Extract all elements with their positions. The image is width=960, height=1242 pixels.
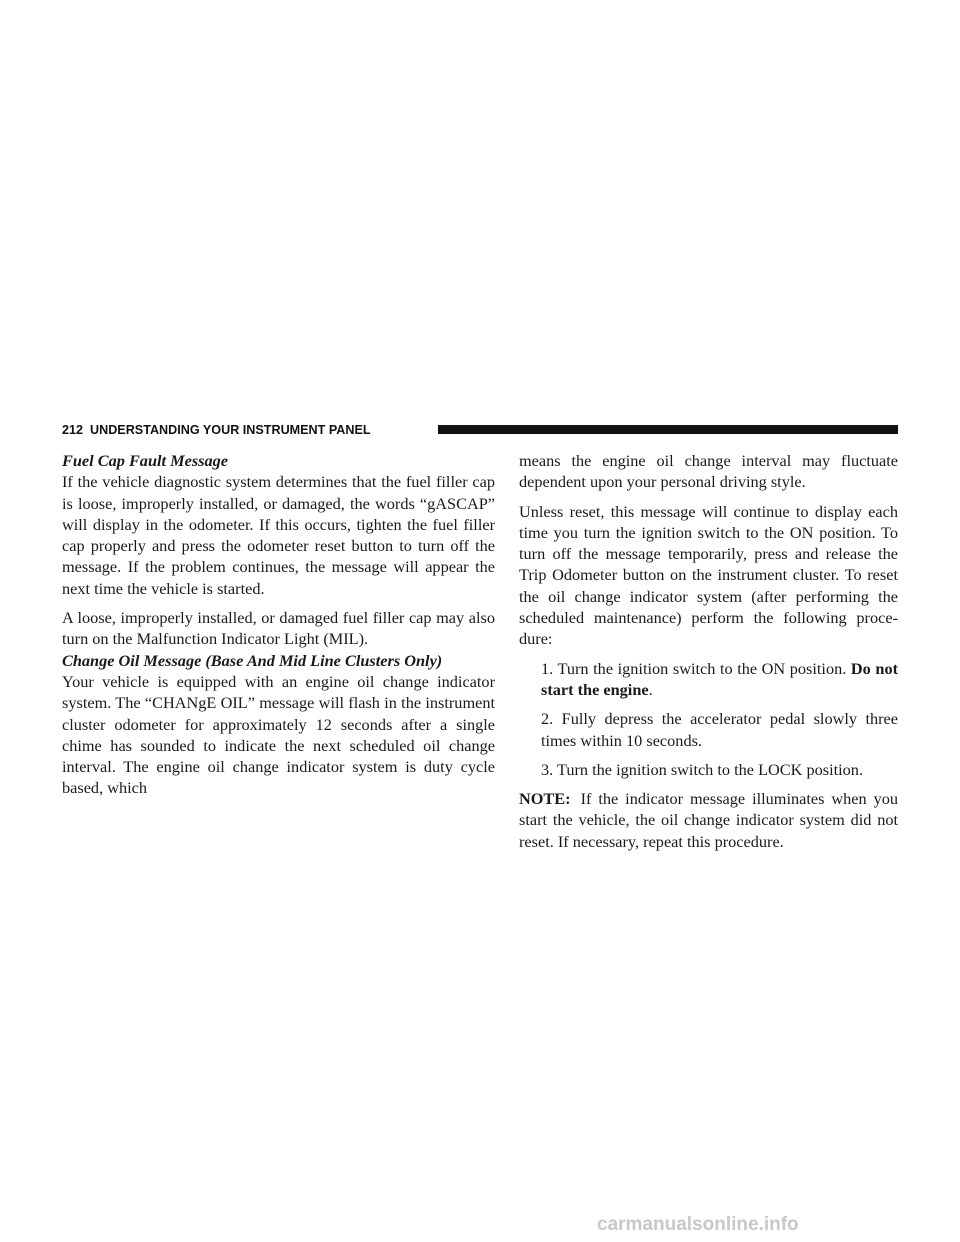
page-number: 212 (62, 423, 84, 437)
continued-paragraph: means the engine oil change interval may fluctuate dependent upon your personal driving style. (519, 451, 898, 492)
right-column (519, 450, 898, 852)
step-1 (519, 658, 898, 701)
change-oil-paragraph-1: Your vehicle is equipped with an engine oil change indicator system. The “CHANgE OIL” message will flash in the instrument cluster odometer for approximately 12 seconds after a single chime has sounded to indicate the next scheduled oil change interval. The engine oil change indicator system is duty cycle based, which (62, 671, 495, 798)
left-column (62, 450, 495, 799)
header-label (62, 422, 371, 438)
fuel-cap-heading: Fuel Cap Fault Message (62, 451, 229, 470)
fuel-cap-paragraph-1: If the vehicle diagnostic system determines that the fuel filler cap is loose, improperly installed, or damaged, the words “gASCAP” will display in the odometer. If this occurs, tighten the fuel filler cap properly and press the odometer reset button to turn off the message. If the problem continues, the message will appear the next time the vehicle is started. (62, 472, 495, 598)
step-3: 3. Turn the ignition switch to the LOCK position. (541, 759, 864, 779)
header-rule (438, 425, 898, 434)
section-title: UNDERSTANDING YOUR INSTRUMENT PANEL (90, 423, 371, 437)
page-header (62, 422, 898, 438)
watermark: carmanualsonline.info (597, 1214, 799, 1235)
note-text: If the indicator message illuminates when you start the vehicle, the oil change indicator system did not reset. If necessary, repeat this procedure. (519, 789, 898, 851)
fuel-cap-paragraph-2: A loose, improperly installed, or damaged fuel filler cap may also turn on the Malfunction Indicator Light (MIL). (62, 608, 495, 649)
change-oil-heading: Change Oil Message (Base And Mid Line Clusters Only) (62, 650, 443, 670)
step-1-text: 1. Turn the ignition switch to the ON position. (541, 658, 847, 678)
step-1-end: . (648, 679, 653, 699)
step-1-warning: Do not start the engine (541, 658, 899, 699)
note-label: NOTE: (519, 789, 571, 809)
note-paragraph (519, 788, 898, 852)
step-2: 2. Fully depress the accelerator pedal slowly three times within 10 seconds. (541, 709, 898, 750)
reset-paragraph: Unless reset, this message will continue to display each time you turn the ignition switch to the ON position. To turn off the message temporarily, press and release the Trip Odometer button on the instrument cluster. To reset the oil change indicator system (after performing the scheduled maintenance) perform the following proce-dure: (519, 501, 898, 649)
